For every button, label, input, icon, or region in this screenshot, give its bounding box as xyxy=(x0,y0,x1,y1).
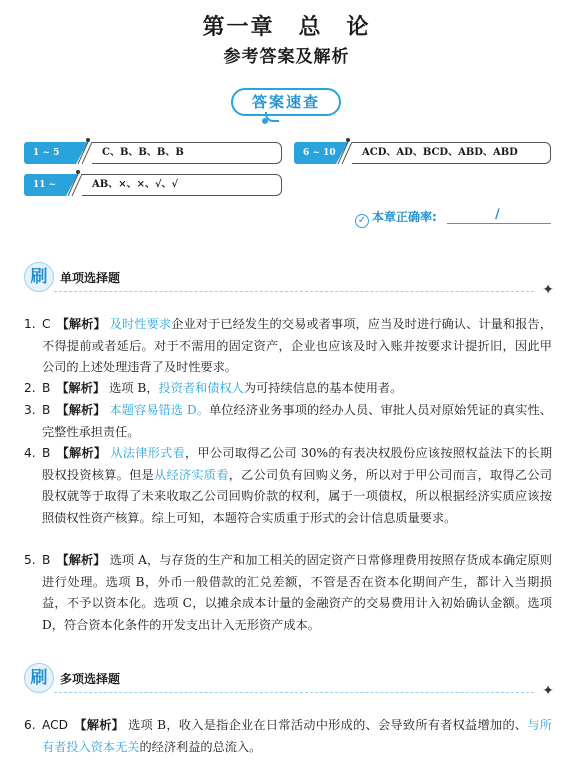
answer-values: C、B、B、B、B xyxy=(92,142,282,164)
answer-range-label: 11 ~ 15 xyxy=(24,174,66,196)
section-divider xyxy=(54,291,534,292)
analysis-tag: 【解析】 xyxy=(56,553,106,567)
question-item xyxy=(24,715,552,758)
quick-answer-row-3 xyxy=(24,174,282,212)
check-circle-icon: ✓ xyxy=(355,214,369,228)
analysis-tag: 【解析】 xyxy=(56,446,107,460)
highlight-text: 本题容易错选 D。 xyxy=(109,403,209,417)
section-single-choice xyxy=(24,262,554,296)
dot-decoration xyxy=(76,170,80,174)
sparkle-icon: ✦ xyxy=(542,683,554,699)
question-number: 6. xyxy=(24,718,36,732)
answer-letter: B xyxy=(42,553,51,567)
answer-range-label: 1 ~ 5 xyxy=(24,142,76,164)
analysis-tag: 【解析】 xyxy=(56,403,106,417)
accuracy-slash: / xyxy=(495,207,500,222)
analysis-text: 的经济利益的总流入。 xyxy=(139,739,262,754)
brush-icon: 刷 xyxy=(24,663,54,693)
analysis-text: ，甲公司取得乙公司 30%的有表决权股份应该按照权益法下的长期股权投资核算。但是 xyxy=(42,446,553,482)
question-item xyxy=(24,314,552,379)
question-number: 4. xyxy=(24,446,36,460)
analysis-tag: 【解析】 xyxy=(56,381,106,395)
question-number: 1. xyxy=(24,317,36,331)
chapter-title: 第一章 总 论 xyxy=(202,15,371,40)
analysis-text: 企业对于已经发生的交易或者事项，应当及时进行确认、计量和报告，不得提前或者延后。对于不需用的固定资产，企业也应该及时入账并按要求计提折旧，因此甲公司的上述处理违背了及时性要求。 xyxy=(42,317,553,375)
quick-answer-row-2 xyxy=(294,142,551,164)
dot-decoration xyxy=(346,138,350,142)
quick-answer-row-1 xyxy=(24,142,282,164)
analysis-text: 选项 A，与存货的生产和加工相关的固定资产日常修理费用按照存货成本确定原则进行处理。选项 B，外币一般借款的汇兑差额，不管是否在资本化期间产生，都计入当期损益，不予以资本化。选项 C，以摊余成本计量的金融资产的交易费用计入初始确认金额。选项 D，符合资本化条件的开发支出计入无形资产成本。 xyxy=(42,553,552,632)
answer-letter: B xyxy=(42,403,51,417)
answer-letter: B xyxy=(42,381,51,395)
question-number: 3. xyxy=(24,403,36,417)
accuracy-label: 本章正确率: xyxy=(372,210,437,224)
highlight-text: 从经济实质看 xyxy=(154,467,229,482)
question-number: 5. xyxy=(24,553,36,567)
question-item xyxy=(24,443,552,529)
chapter-accuracy xyxy=(355,208,437,228)
analysis-text: 选项 B，收入是指企业在日常活动中形成的、会导致所有者权益增加的、 xyxy=(128,718,528,732)
highlight-text: 投资者和债权人 xyxy=(158,381,244,395)
analysis-text: 选项 B， xyxy=(109,381,159,395)
question-item xyxy=(24,378,552,400)
highlight-text: 及时性要求 xyxy=(109,317,172,331)
sparkle-icon: ✦ xyxy=(542,282,554,298)
answer-letter: B xyxy=(42,446,51,460)
section-divider xyxy=(54,692,534,693)
quick-answer-badge: 答案速查 xyxy=(231,88,341,116)
answer-letter: C xyxy=(42,317,51,331)
answer-values: AB、×、×、√、√ xyxy=(82,174,282,196)
accuracy-blank-line xyxy=(447,223,551,224)
answer-range-label: 6 ~ 10 xyxy=(294,142,336,164)
section-title: 单项选择题 xyxy=(60,271,121,285)
answer-letter: ACD xyxy=(42,718,69,732)
answer-values: ACD、AD、BCD、ABD、ABD xyxy=(352,142,551,164)
brush-icon: 刷 xyxy=(24,262,54,292)
analysis-text: ，乙公司负有回购义务，所以对于甲公司而言，取得乙公司股权就等于取得了未来收取乙公司回购价款的权利，属于一项债权，所以根据经济实质应该按照债权性资产核算。综上可知，本题符合实质重于形式的会计信息质量要求。 xyxy=(42,467,553,525)
question-number: 2. xyxy=(24,381,36,395)
section-multiple-choice xyxy=(24,663,554,697)
highlight-text: 与所有者投入资本无关 xyxy=(42,718,552,754)
analysis-tag: 【解析】 xyxy=(56,317,106,331)
chapter-subtitle: 参考答案及解析 xyxy=(223,47,350,67)
highlight-text: 从法律形式看 xyxy=(110,446,185,460)
dot-decoration xyxy=(86,138,90,142)
question-item xyxy=(24,400,552,443)
analysis-text: 为可持续信息的基本使用者。 xyxy=(243,381,403,395)
section-title: 多项选择题 xyxy=(60,672,121,686)
question-item xyxy=(24,550,552,636)
analysis-tag: 【解析】 xyxy=(74,718,125,732)
analysis-text: 单位经济业务事项的经办人员、审批人员对原始凭证的真实性、完整性承担责任。 xyxy=(42,403,552,439)
badge-dot-decoration xyxy=(262,118,268,124)
